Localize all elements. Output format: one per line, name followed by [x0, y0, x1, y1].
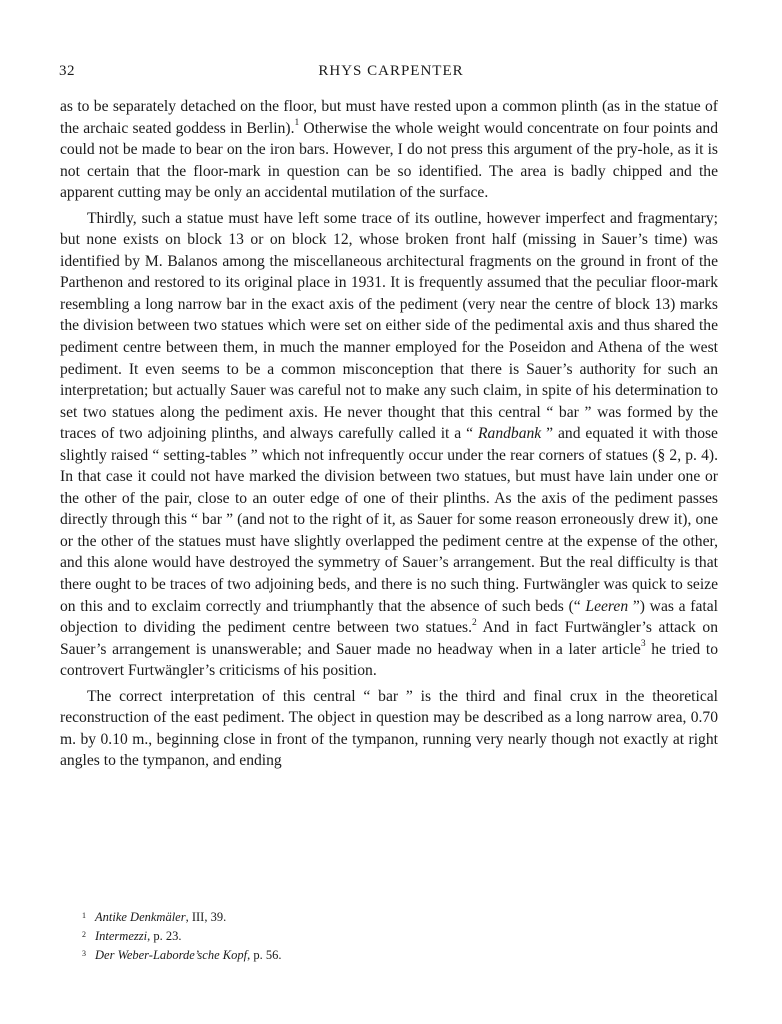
paragraph-1-text-a: as to be separately detached on the floor, but must have rested upon a common plinth (as in the statue of the archaic seated goddess in Berlin). — [60, 98, 718, 137]
footnote-mark: 3 — [82, 949, 86, 958]
footnote-rest: , III, 39. — [185, 910, 227, 924]
footnote-title: Antike Denkmäler — [95, 910, 186, 924]
paragraph-1-text-b: Otherwise the whole weight would concentrate on four points and could not be made to bear on the iron bars. However, I do not press this argument of the pry-hole, as it is not certain that the floor-mark in question can be so identified. The area is badly chipped and the apparent cutting may be only an accidental mutilation of the surface. — [60, 119, 718, 202]
footnote-1 — [82, 907, 582, 926]
body-text — [60, 96, 718, 772]
footnote-ref-2: 2 — [471, 617, 477, 628]
paragraph-2-text-d: And in fact Furtwängler’s attack on Sauer’s arrangement is unanswerable; and Sauer made no headway when in a later article — [60, 619, 718, 658]
footnote-3 — [82, 945, 582, 964]
paragraph-2-text-c: ”) was a fatal objection to dividing the pediment centre between two statues. — [60, 597, 718, 637]
paragraph-2-text-a: Thirdly, such a statue must have left some trace of its outline, however imperfect and fragmentary; but none exists on block 13 or on block 12, whose broken front half (missing in Sauer’s time) was identified by M. Balanos among the miscellaneous architectural fragments on the ground in front of the Parthenon and restored to its original place in 1931. It is frequently assumed that the peculiar floor-mark resembling a long narrow bar in the exact axis of the pediment (very near the centre of block 13) marks the division between two statues which were set on either side of the pedimental axis and thus shared the pediment centre between them, in much the manner employed for the Poseidon and Athena of the west pediment. It even seems to be a common misconception that there is Sauer’s authority for such an interpretation; but actually Sauer was careful not to make any such claim, in spite of his determination to set two statues along the pediment axis. He never thought that this central “ bar ” was formed by the traces of two adjoining plinths, and always carefully called it a “ — [60, 209, 718, 443]
footnote-mark: 1 — [82, 911, 86, 920]
footnote-title: Der Weber-Laborde’sche Kopf — [95, 948, 248, 962]
paragraph-3: The correct interpretation of this central “ bar ” is the third and final crux in the theoretical reconstruction of the east pediment. The object in question may be described as a long narrow area, 0.70 m. by 0.10 m., beginning close in front of the tympanon, running very nearly though not exactly at right angles to the tympanon, and ending — [60, 687, 718, 770]
footnote-mark: 2 — [82, 930, 86, 939]
footnote-rest: , p. 23. — [147, 929, 182, 943]
footnote-2 — [82, 926, 582, 945]
footnote-ref-1: 1 — [294, 118, 300, 129]
paragraph-2-text-e: he tried to controvert Furtwängler’s criticisms of his position. — [60, 640, 719, 680]
footnotes — [82, 907, 582, 964]
footnote-ref-3: 3 — [640, 639, 646, 650]
paragraph-2-text-b: ” and equated it with those slightly raised “ setting-tables ” which not infrequently occur under the rear corners of statues (§ 2, p. 4). In that case it could not have marked the division between two statues, but must have lain under one or the other of the pair, close to an outer edge of one of their plinths. As the axis of the pediment passes directly through this “ bar ” (and not to the right of it, as Sauer for some reason erroneously drew it), one or the other of the statues must have slightly overlapped the pediment centre at the expense of the other, and this alone would have destroyed the symmetry of Sauer’s arrangement. But the real difficulty is that there ought to be traces of two adjoining beds, and there is no such thing. Furtwängler was quick to seize on this and to exclaim correctly and triumphantly that the absence of such beds (“ — [60, 425, 718, 615]
paragraph-2 — [60, 208, 718, 682]
running-head: RHYS CARPENTER — [318, 63, 464, 79]
footnote-rest: , p. 56. — [247, 948, 282, 962]
page-number: 32 — [59, 63, 75, 79]
term-randbank: Randbank — [478, 425, 542, 443]
term-leeren: Leeren — [585, 597, 629, 615]
footnote-title: Intermezzi — [95, 929, 148, 943]
paragraph-1 — [60, 96, 718, 204]
